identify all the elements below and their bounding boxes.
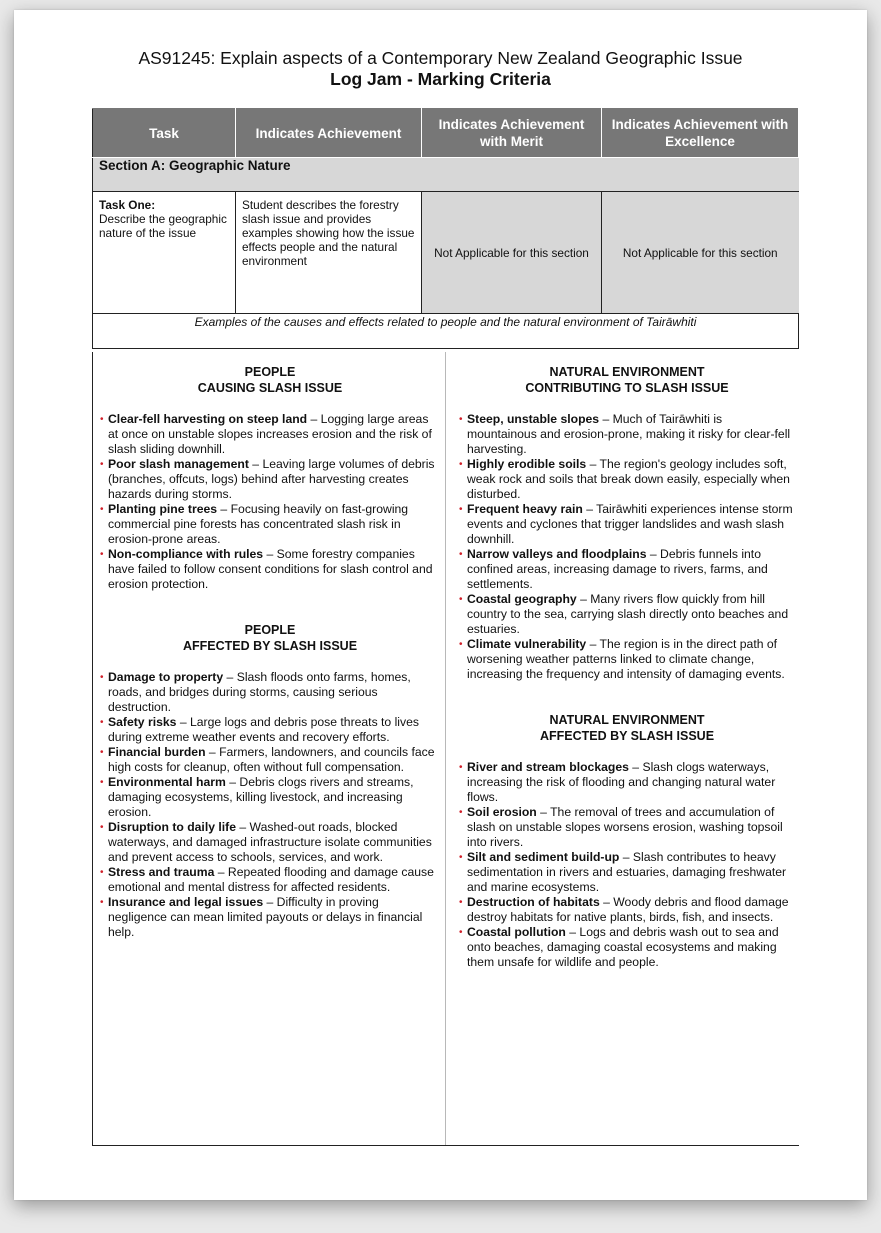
list-item-term: Financial burden xyxy=(108,745,206,759)
section-row xyxy=(93,158,799,192)
list-item xyxy=(100,775,440,820)
list-item-text: – Slash clogs waterways, increasing the risk of flooding and changing natural water flows. xyxy=(467,760,776,804)
list-item-text: – Slash floods onto farms, homes, roads, and bridges during storms, causing serious destruction. xyxy=(108,670,411,714)
list-item-text: – Many rivers flow quickly from hill country to the sea, carrying slash directly onto beaches and estuaries. xyxy=(467,592,789,636)
list-item-term: Coastal geography xyxy=(467,592,577,606)
examples-row xyxy=(93,314,799,349)
header-row xyxy=(93,109,799,158)
list-item xyxy=(100,895,440,940)
list-item-term: Climate vulnerability xyxy=(467,637,587,651)
list-item xyxy=(100,745,440,775)
nature-affected-heading-2: AFFECTED BY SLASH ISSUE xyxy=(539,729,715,743)
list-item-term: Clear-fell harvesting on steep land xyxy=(108,412,308,426)
examples-caption: Examples of the causes and effects related to people and the natural environment of Tairāwhiti xyxy=(93,314,799,349)
list-item-term: Planting pine trees xyxy=(108,502,218,516)
list-item-text: – Debris funnels into confined areas, increasing damage to rivers, farms, and settlements. xyxy=(467,547,768,591)
list-item-term: Destruction of habitats xyxy=(467,895,600,909)
achievement-cell: Student describes the forestry slash issue and provides examples showing how the issue effects people and the natural environment xyxy=(236,192,422,314)
people-causing-heading-2: CAUSING SLASH ISSUE xyxy=(197,381,343,395)
header-merit: Indicates Achievement with Merit xyxy=(422,109,602,158)
list-item-text: – Repeated flooding and damage cause emotional and mental distress for affected residents. xyxy=(108,865,434,894)
list-item xyxy=(459,637,795,682)
list-item-term: Safety risks xyxy=(108,715,177,729)
nature-contributing-list xyxy=(459,412,795,682)
column-divider xyxy=(445,352,446,1145)
list-item xyxy=(100,412,440,457)
people-column xyxy=(100,352,440,940)
list-item-text: – Logs and debris wash out to sea and onto beaches, damaging coastal ecosystems and making them unsafe for wildlife and people. xyxy=(467,925,779,969)
list-item xyxy=(459,805,795,850)
people-causing-heading-1: PEOPLE xyxy=(244,365,296,379)
list-item-text: – Some forestry companies have failed to follow consent conditions for slash control and erosion protection. xyxy=(108,547,433,591)
list-item-text: – Large logs and debris pose threats to lives during extreme weather events and recovery efforts. xyxy=(108,715,419,744)
list-item xyxy=(100,715,440,745)
list-item-term: Poor slash management xyxy=(108,457,249,471)
list-item-term: Soil erosion xyxy=(467,805,537,819)
document-page xyxy=(14,10,867,1200)
list-item xyxy=(459,547,795,592)
task-one-title: Task One: xyxy=(99,198,156,212)
nature-affected-heading xyxy=(459,712,795,744)
task-one-desc: Describe the geographic nature of the issue xyxy=(99,212,227,240)
nature-column xyxy=(459,352,795,970)
list-item-text: – Leaving large volumes of debris (branches, offcuts, logs) behind after harvesting creates hazards during storms. xyxy=(108,457,435,501)
list-item xyxy=(459,850,795,895)
task-one-cell xyxy=(93,192,236,314)
excellence-cell: Not Applicable for this section xyxy=(602,192,799,314)
list-item-text: – The region is in the direct path of worsening weather patterns linked to climate change, increasing the frequency and intensity of damaging events. xyxy=(467,637,785,681)
list-item-term: Stress and trauma xyxy=(108,865,215,879)
list-item-text: – Farmers, landowners, and councils face high costs for cleanup, often without full compensation. xyxy=(108,745,435,774)
list-item-text: – Woody debris and flood damage destroy habitats for native plants, birds, fish, and insects. xyxy=(467,895,789,924)
list-item-text: – Logging large areas at once on unstable slopes increases erosion and the risk of slash sliding downhill. xyxy=(108,412,432,456)
list-item xyxy=(459,925,795,970)
list-item-term: River and stream blockages xyxy=(467,760,629,774)
list-item-text: – The region's geology includes soft, weak rock and soils that break down easily, especially when disturbed. xyxy=(467,457,790,501)
list-item xyxy=(100,502,440,547)
list-item xyxy=(459,760,795,805)
section-a-title: Section A: Geographic Nature xyxy=(93,158,799,192)
nature-contributing-heading xyxy=(459,364,795,396)
list-item-term: Damage to property xyxy=(108,670,224,684)
list-item xyxy=(459,502,795,547)
list-item-text: – Slash contributes to heavy sedimentation in rivers and estuaries, damaging freshwater and marine ecosystems. xyxy=(467,850,787,894)
document-title xyxy=(14,48,867,90)
title-line-1: AS91245: Explain aspects of a Contemporary New Zealand Geographic Issue xyxy=(138,48,743,68)
list-item-term: Non-compliance with rules xyxy=(108,547,264,561)
nature-contributing-heading-1: NATURAL ENVIRONMENT xyxy=(549,365,705,379)
list-item xyxy=(100,547,440,592)
list-item-term: Disruption to daily life xyxy=(108,820,236,834)
header-task: Task xyxy=(93,109,236,158)
list-item xyxy=(459,457,795,502)
list-item-text: – Tairāwhiti experiences intense storm events and cyclones that trigger landslides and wash slash downhill. xyxy=(467,502,793,546)
list-item-text: – Washed-out roads, blocked waterways, and damaged infrastructure isolate communities and prevent access to schools, services, and work. xyxy=(108,820,432,864)
people-causing-list xyxy=(100,412,440,592)
list-item-term: Highly erodible soils xyxy=(467,457,587,471)
list-item xyxy=(459,412,795,457)
list-item-text: – Much of Tairāwhiti is mountainous and erosion-prone, making it risky for clear-fell harvesting. xyxy=(467,412,791,456)
list-item-term: Narrow valleys and floodplains xyxy=(467,547,647,561)
task-one-row xyxy=(93,192,799,314)
list-item-text: – The removal of trees and accumulation of slash on unstable slopes worsens erosion, washing topsoil into rivers. xyxy=(467,805,783,849)
list-item-term: Coastal pollution xyxy=(467,925,566,939)
list-item xyxy=(459,895,795,925)
nature-affected-list xyxy=(459,760,795,970)
list-item-text: – Focusing heavily on fast-growing commercial pine forests has concentrated slash risk in erosion-prone areas. xyxy=(108,502,409,546)
list-item-term: Environmental harm xyxy=(108,775,226,789)
list-item-text: – Difficulty in proving negligence can mean limited payouts or delays in financial help. xyxy=(108,895,423,939)
people-affected-list xyxy=(100,670,440,940)
list-item-term: Silt and sediment build-up xyxy=(467,850,620,864)
marking-criteria-table xyxy=(92,108,799,349)
header-excellence: Indicates Achievement with Excellence xyxy=(602,109,799,158)
people-affected-heading-1: PEOPLE xyxy=(244,623,296,637)
list-item-term: Frequent heavy rain xyxy=(467,502,583,516)
nature-contributing-heading-2: CONTRIBUTING TO SLASH ISSUE xyxy=(525,381,729,395)
merit-cell: Not Applicable for this section xyxy=(422,192,602,314)
title-line-2: Log Jam - Marking Criteria xyxy=(330,69,551,89)
people-causing-heading xyxy=(100,364,440,396)
examples-panel xyxy=(92,352,799,1146)
list-item-text: – Debris clogs rivers and streams, damaging ecosystems, killing livestock, and increasing erosion. xyxy=(108,775,414,819)
list-item xyxy=(100,670,440,715)
list-item-term: Steep, unstable slopes xyxy=(467,412,600,426)
header-achievement: Indicates Achievement xyxy=(236,109,422,158)
list-item xyxy=(100,865,440,895)
people-affected-heading xyxy=(100,622,440,654)
people-affected-heading-2: AFFECTED BY SLASH ISSUE xyxy=(182,639,358,653)
nature-affected-heading-1: NATURAL ENVIRONMENT xyxy=(549,713,705,727)
list-item-term: Insurance and legal issues xyxy=(108,895,264,909)
list-item xyxy=(459,592,795,637)
list-item xyxy=(100,820,440,865)
list-item xyxy=(100,457,440,502)
